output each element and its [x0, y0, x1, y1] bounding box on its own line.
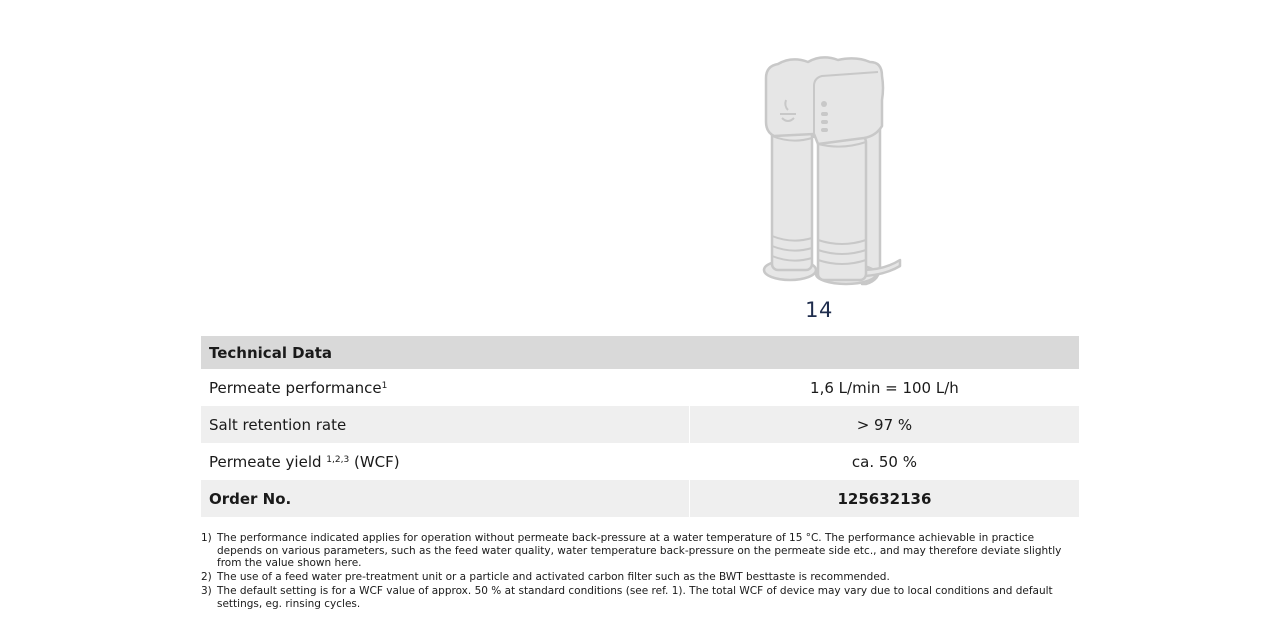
row-label: Order No.: [201, 480, 689, 517]
technical-data-table: [201, 336, 1079, 517]
footnote: [201, 571, 1079, 584]
row-label: Salt retention rate: [201, 406, 689, 443]
water-filter-dispenser-icon: [752, 48, 912, 298]
row-label: Permeate yield $^{1,2,3}$ (WCF): [209, 452, 400, 471]
product-number: 14: [805, 298, 833, 322]
footnote: [201, 585, 1079, 610]
row-value: ca. 50 %: [689, 443, 1079, 480]
footnote: [201, 532, 1079, 570]
table-row-order-number: [201, 480, 1079, 517]
footnote-ref: 1: [381, 380, 388, 391]
footnote-text: The use of a feed water pre-treatment unit or a particle and activated carbon filter such as the BWT besttaste is recommended.: [217, 571, 890, 583]
footnote-text: The default setting is for a WCF value of approx. 50 % at standard conditions (see ref. 1). The total WCF of device may vary due to local conditions and default settings, eg. rinsing cycles.: [217, 585, 1053, 610]
row-value: > 97 %: [689, 406, 1079, 443]
footnote-number: 3): [201, 585, 212, 597]
footnote-text: The performance indicated applies for operation without permeate back-pressure at a water temperature of 15 °C. The performance achievable in practice depends on various parameters, such as the feed water quality, water temperature back-pressure on the permeate side etc., and may therefore deviate slightly from the value shown here.: [217, 532, 1062, 569]
footnote-ref: 1,2,3: [326, 454, 350, 465]
footnotes: [201, 532, 1079, 612]
table-row: [201, 406, 1079, 443]
table-title: Technical Data: [201, 336, 1079, 369]
order-number-value: 125632136: [689, 480, 1079, 517]
table-header-row: [201, 336, 1079, 369]
table-row: [201, 369, 1079, 406]
footnote-number: 2): [201, 571, 212, 583]
footnote-number: 1): [201, 532, 212, 544]
row-value: 1,6 L/min = 100 L/h: [689, 369, 1079, 406]
row-label: Permeate performance$^1$: [209, 378, 388, 397]
table-row: [201, 443, 1079, 480]
